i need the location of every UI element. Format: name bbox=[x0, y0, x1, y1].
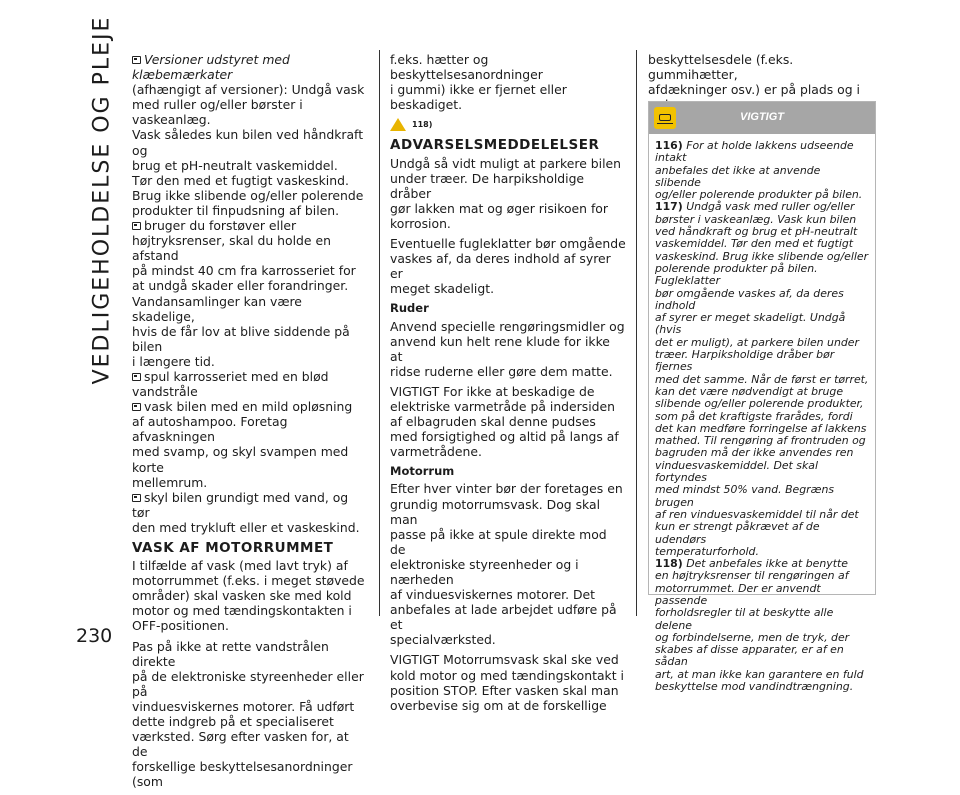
paragraph: VIGTIGT For ikke at beskadige de elektriske varmetråde på indersiden af elbagruden skal denne pudses med forsigtighed og altid på langs af varmetrådene. bbox=[390, 383, 619, 460]
paragraph: Anvend specielle rengøringsmidler og anvend kun helt rene klude for ikke at ridse ruderne eller gøre dem matte. bbox=[390, 318, 625, 379]
car-icon bbox=[132, 56, 141, 64]
paragraph: Undgå så vidt muligt at parkere bilen under træer. De harpiksholdige dråber gør lakken mat og øger risikoen for korrosion. bbox=[390, 155, 621, 231]
bullet-item: skyl bilen grundigt med vand, og tør den med trykluft eller et vaskeskind. bbox=[132, 489, 360, 535]
bullet-item: vask bilen med en mild opløsning af autoshampoo. Foretag afvaskningen med svamp, og skyl svampen med korte mellemrum. bbox=[132, 399, 353, 490]
column-divider bbox=[636, 50, 637, 616]
paragraph: VIGTIGT Motorrumsvask skal ske ved kold motor og med tændingskontakt i position STOP. Efter vasken skal man overbevise sig om at de forskellige bbox=[390, 652, 624, 713]
warning-label: VIGTIGT bbox=[740, 111, 784, 123]
section-heading: VASK AF MOTORRUMMET bbox=[132, 540, 334, 556]
paragraph: f.eks. hætter og beskyttelsesanordninger i gummi) ikke er fjernet eller beskadiget. bbox=[390, 52, 567, 113]
warning-body bbox=[649, 134, 875, 693]
warning-note: 118) Det anbefales ikke at benytte en højtryksrenser til rengøringen af motorrummet. Der er anvendt passende forholdsregler til at beskytte alle delene og forbindelserne, men de tryk, der skabes af disse apparater, er af en sådan art, at man ikke kan garantere en fuld beskyttelse mod vandindtrængning. bbox=[655, 557, 864, 694]
warning-note: 116) For at holde lakkens udseende intakt anbefales det ikke at anvende slibende og/eller polerende produkter på bilen. bbox=[655, 139, 863, 202]
bullet-item: Versioner udstyret med klæbemærkater (afhængigt af versioner): Undgå vask med ruller og/eller børster i vaskeanlæg. Vask således kun bilen ved håndkraft og brug et pH-neutralt vaskemiddel. Tør den med et fugtigt vaskeskind. Brug ikke slibende og/eller polerende produkter til finpudsning af bilen. bbox=[132, 52, 365, 218]
car-icon bbox=[132, 403, 141, 411]
column-divider bbox=[379, 50, 380, 616]
paragraph: Eventuelle fugleklatter bør omgående vaskes af, da deres indhold af syrer er meget skadeligt. bbox=[390, 236, 626, 297]
page-number: 230 bbox=[76, 625, 113, 647]
section-side-title: VEDLIGEHOLDELSE OG PLEJE bbox=[89, 15, 115, 385]
subheading: Ruder bbox=[390, 301, 429, 316]
warning-header bbox=[649, 102, 875, 134]
warning-note: 117) Undgå vask med ruller og/eller børster i vaskeanlæg. Vask kun bilen ved håndkraft og brug et pH-neutralt vaskemiddel. Tør den med et fugtigt vaskeskind. Brug ikke slibende og/eller polerende produkter på bilen. Fugleklatter bør omgående vaskes af, da deres indhold af syrer er meget skadeligt. Undgå (hvis det er muligt), at parkere bilen under træer. Harpiksholdige dråber bør fjernes med det samme. Når de først er tørret, kan det være nødvendigt at bruge slibende og/eller polerende produkter, som på det kraftigste frarådes, fordi det kan medføre forringelse af lakkens mathed. Til rengøring af frontruden og bagruden må der ikke anvendes ren vinduesvaskemiddel. Det skal fortyndes med mindst 50% vand. Begræns brugen af ren vinduesvaskemiddel til når det kun er strengt påkrævet af de udendørs temperaturforhold. bbox=[655, 200, 869, 558]
warning-triangle-icon bbox=[390, 118, 406, 131]
paragraph: beskyttelsesdele (f.eks. gummihætter, afdækninger osv.) er på plads og i bbox=[648, 52, 860, 98]
car-icon bbox=[132, 373, 141, 381]
paragraph: I tilfælde af vask (med lavt tryk) af motorrummet (f.eks. i meget støvede områder) skal vasken ske med kold motor og med tændingskontakten i OFF-positionen. bbox=[132, 558, 365, 634]
car-icon bbox=[132, 494, 141, 502]
section-heading: ADVARSELSMEDDELELSER bbox=[390, 137, 600, 154]
paragraph: Efter hver vinter bør der foretages en grundig motorrumsvask. Dog skal man passe på ikke at spule direkte mod de elektroniske styreenheder og i nærheden af vinduesviskernes motorer. Det anbefales at lade arbejdet udføre på et specialværksted. bbox=[390, 481, 623, 648]
subheading: Motorrum bbox=[390, 464, 455, 479]
paragraph: Pas på ikke at rette vandstrålen direkte på de elektroniske styreenheder eller på vinduesviskernes motorer. Få udført dette indgreb på et specialiseret værksted. Sørg efter vasken for, at de forskellige beskyttelsesanordninger (som bbox=[132, 638, 364, 790]
bullet-item: bruger du forstøver eller højtryksrenser, skal du holde en afstand på mindst 40 cm fra karrosseriet for at undgå skader eller forandringer. Vandansamlinger kan være skadelige, hvis de får lov at blive siddende på bilen i længere tid. bbox=[132, 218, 356, 369]
car-icon bbox=[132, 222, 141, 230]
column-2 bbox=[390, 52, 626, 718]
warning-box bbox=[648, 101, 876, 694]
column-1 bbox=[132, 52, 368, 795]
warning-reference: 118) bbox=[390, 117, 626, 132]
bullet-item: spul karrosseriet med en blød vandstråle bbox=[132, 368, 329, 400]
